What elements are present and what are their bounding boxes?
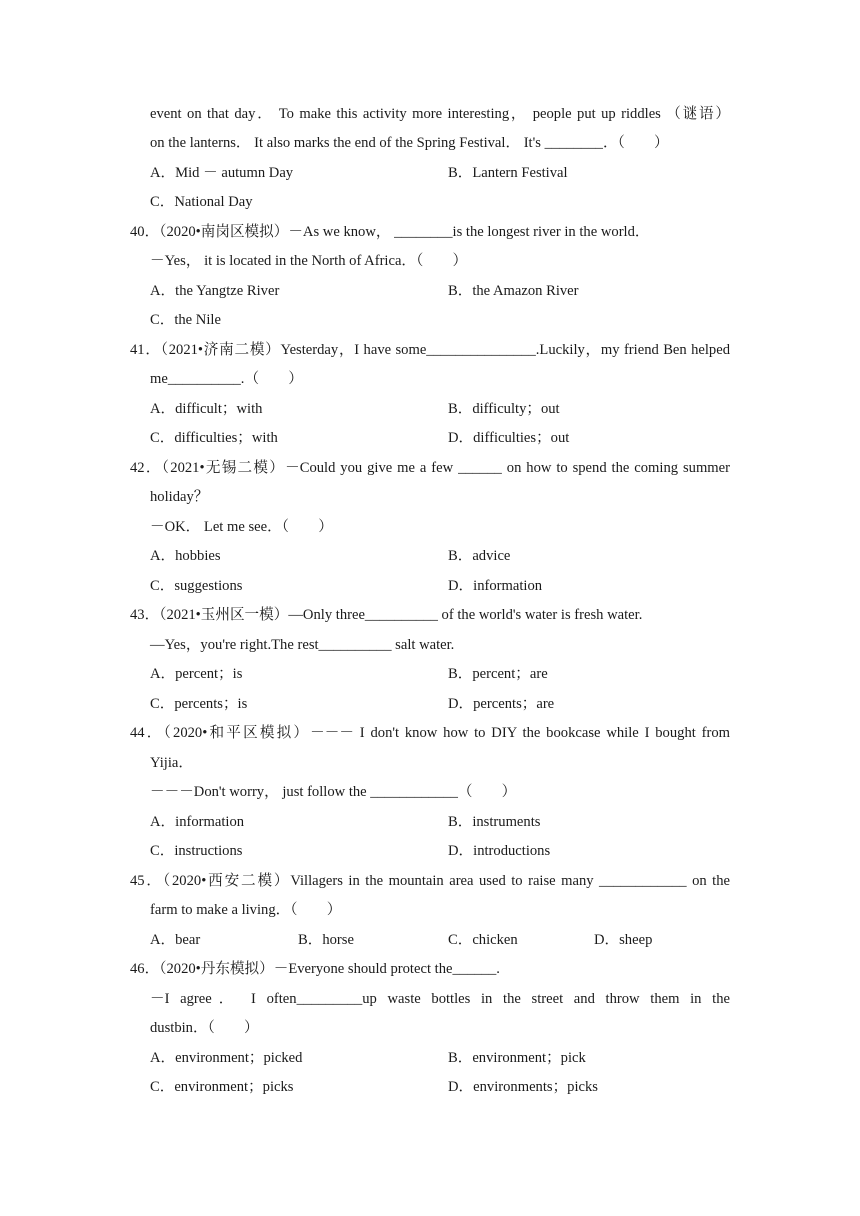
question-42-option-b[interactable]: B．advice <box>448 548 511 564</box>
question-43-option-d[interactable]: D．percents；are <box>448 696 555 712</box>
question-39-text-line-2: on the lanterns． It also marks the end of the Spring Festival． It's ________．（ ） <box>150 135 669 151</box>
question-46-option-d[interactable]: D．environments；picks <box>448 1079 598 1095</box>
question-40-stem: 40．（2020•南岗区模拟）－As we know， ________is the longest river in the world． <box>130 224 650 240</box>
question-40-option-b[interactable]: B．the Amazon River <box>448 283 579 299</box>
question-41-option-b[interactable]: B．difficulty；out <box>448 401 560 417</box>
question-46-option-c[interactable]: C．environment；picks <box>150 1079 294 1095</box>
question-44-dialogue: －－－Don't worry， just follow the ____________（ ） <box>150 784 517 800</box>
question-44-option-a[interactable]: A．information <box>150 814 245 830</box>
question-46-option-a[interactable]: A．environment；picked <box>150 1050 303 1066</box>
question-46-dialogue: －I agree． I often_________up waste bottles in the street and throw them in the <box>150 991 730 1007</box>
question-44-option-c[interactable]: C．instructions <box>150 843 243 859</box>
question-42-option-d[interactable]: D．information <box>448 578 543 594</box>
question-45-option-b[interactable]: B．horse <box>298 932 354 948</box>
question-46-option-b[interactable]: B．environment；pick <box>448 1050 586 1066</box>
question-40-dialogue: －Yes， it is located in the North of Africa．（ ） <box>150 253 468 269</box>
question-43-stem: 43．（2021•玉州区一模）—Only three__________ of the world's water is fresh water. <box>130 607 643 623</box>
question-46-stem: 46．（2020•丹东模拟）－Everyone should protect the______. <box>130 961 500 977</box>
question-43-option-c[interactable]: C．percents；is <box>150 696 248 712</box>
question-39-text-line-1: event on that day． To make this activity more interesting， people put up riddles （谜语） <box>150 106 730 122</box>
question-42-stem: 42．（2021•无锡二模）－Could you give me a few ______ on how to spend the coming summer <box>130 460 730 476</box>
question-45-option-a[interactable]: A．bear <box>150 932 201 948</box>
question-46-dialogue-cont: dustbin．（ ） <box>150 1020 259 1036</box>
question-44-stem-cont: Yijia． <box>150 755 193 771</box>
question-40-option-c[interactable]: C．the Nile <box>150 312 221 328</box>
question-42-option-a[interactable]: A．hobbies <box>150 548 221 564</box>
question-43-option-a[interactable]: A．percent；is <box>150 666 243 682</box>
question-42-option-c[interactable]: C．suggestions <box>150 578 243 594</box>
question-41-stem: 41．（2021•济南二模）Yesterday，I have some_______________.Luckily，my friend Ben helped <box>130 342 730 358</box>
question-45-option-d[interactable]: D．sheep <box>594 932 653 948</box>
question-45-stem: 45．（2020•西安二模）Villagers in the mountain area used to raise many ____________ on the <box>130 873 730 889</box>
question-39-option-a[interactable]: A．Mid － autumn Day <box>150 165 294 181</box>
question-41-stem-cont: me__________.（ ） <box>150 371 303 387</box>
question-41-option-a[interactable]: A．difficult；with <box>150 401 263 417</box>
question-44-option-b[interactable]: B．instruments <box>448 814 541 830</box>
question-44-option-d[interactable]: D．introductions <box>448 843 551 859</box>
question-45-option-c[interactable]: C．chicken <box>448 932 518 948</box>
question-44-stem: 44．（2020•和平区模拟）－－－ I don't know how to DIY the bookcase while I bought from <box>130 725 730 741</box>
question-45-stem-cont: farm to make a living．（ ） <box>150 902 342 918</box>
question-39-option-c[interactable]: C．National Day <box>150 194 253 210</box>
question-41-option-c[interactable]: C．difficulties；with <box>150 430 278 446</box>
question-40-option-a[interactable]: A．the Yangtze River <box>150 283 280 299</box>
question-41-option-d[interactable]: D．difficulties；out <box>448 430 570 446</box>
question-42-stem-cont: holiday？ <box>150 489 209 505</box>
question-43-dialogue: —Yes，you're right.The rest__________ salt water. <box>150 637 455 653</box>
question-43-option-b[interactable]: B．percent；are <box>448 666 548 682</box>
question-42-dialogue: －OK． Let me see．（ ） <box>150 519 333 535</box>
question-39-option-b[interactable]: B．Lantern Festival <box>448 165 568 181</box>
